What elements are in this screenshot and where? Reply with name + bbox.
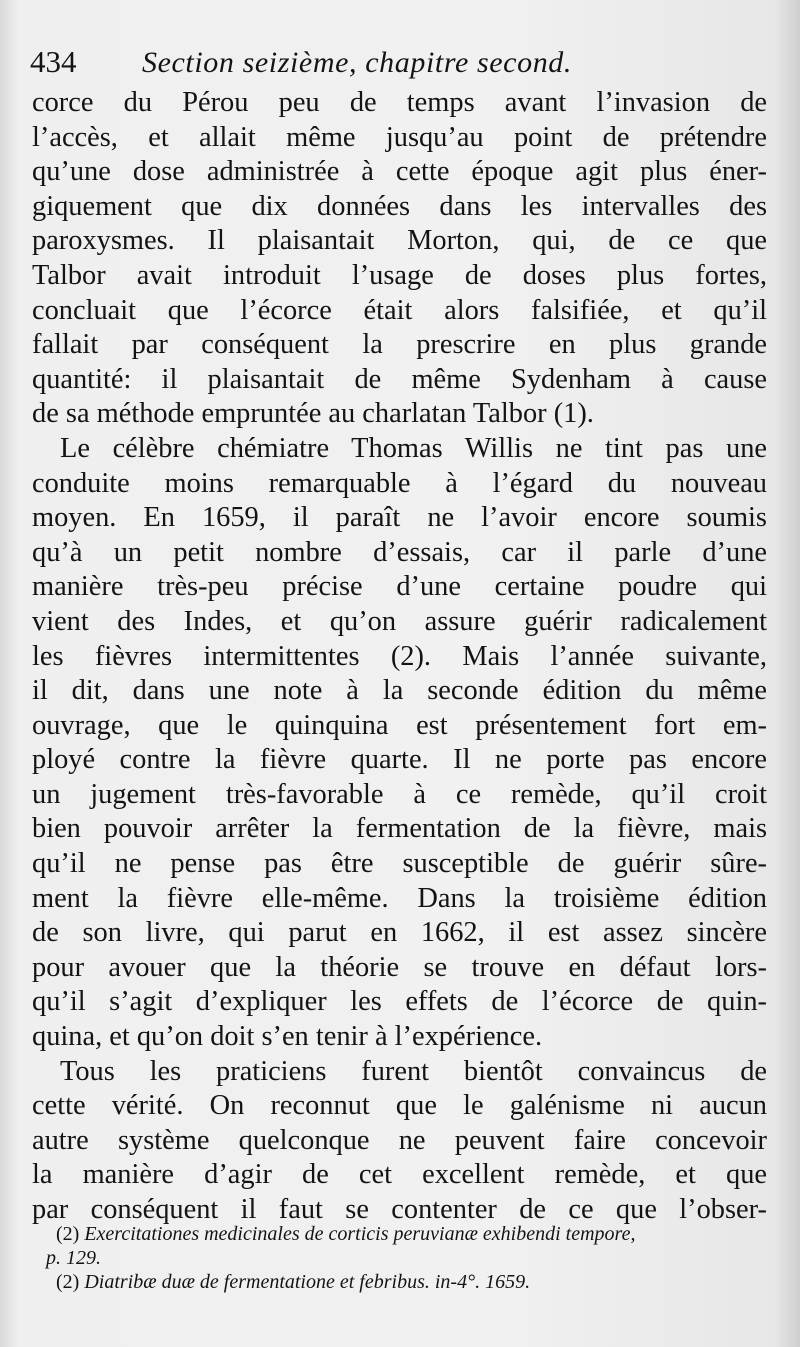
text-line: Tous les praticiens furent bientôt convaincus de <box>60 1055 767 1087</box>
text-line: il dit, dans une note à la seconde édition du même <box>32 675 767 707</box>
footnote-text: Diatribæ duæ de fermentatione et febribus. in-4°. 1659. <box>84 1271 531 1293</box>
footnote-continuation-text: p. 129. <box>46 1247 101 1269</box>
text-line: ployé contre la fièvre quarte. Il ne porte pas encore <box>32 744 767 776</box>
text-line: moyen. En 1659, il paraît ne l’avoir encore soumis <box>32 502 767 534</box>
text-line: par conséquent il faut se contenter de ce que l’obser- <box>32 1194 767 1225</box>
text-line: vient des Indes, et qu’on assure guérir radicalement <box>32 605 767 637</box>
body-text <box>32 86 767 1228</box>
page-header <box>30 44 770 84</box>
text-line: Le célèbre chémiatre Thomas Willis ne tint pas une <box>60 432 767 464</box>
text-line: bien pouvoir arrêter la fermentation de la fièvre, mais <box>32 813 767 845</box>
text-line: paroxysmes. Il plaisantait Morton, qui, de ce que <box>32 225 767 257</box>
text-line: qu’il ne pense pas être susceptible de guérir sûre- <box>32 848 767 880</box>
text-line: giquement que dix données dans les intervalles des <box>32 190 767 222</box>
text-line: ment la fièvre elle-même. Dans la troisième édition <box>32 882 767 914</box>
page-number: 434 <box>30 44 77 79</box>
text-line: cette vérité. On reconnut que le galénisme ni aucun <box>32 1090 767 1122</box>
running-title: Section seizième, chapitre second. <box>142 46 572 79</box>
paragraph <box>32 86 767 432</box>
footnote-number: (2) <box>56 1223 80 1245</box>
text-line: qu’à un petit nombre d’essais, car il parle d’une <box>32 536 767 568</box>
text-line: les fièvres intermittentes (2). Mais l’année suivante, <box>32 640 767 672</box>
paragraph <box>32 1055 767 1228</box>
text-line: concluait que l’écorce était alors falsifiée, et qu’il <box>32 294 767 326</box>
text-line: corce du Pérou peu de temps avant l’invasion de <box>32 87 767 118</box>
text-line: conduite moins remarquable à l’égard du nouveau <box>32 467 767 499</box>
footnote-text: Exercitationes medicinales de corticis peruvianæ exhibendi tempore, <box>84 1223 636 1245</box>
text-line: quantité: il plaisantait de même Sydenham à cause <box>32 363 767 395</box>
text-line: manière très-peu précise d’une certaine poudre qui <box>32 571 767 603</box>
text-line: qu’il s’agit d’expliquer les effets de l’écorce de quin- <box>32 986 767 1018</box>
paragraph <box>32 432 767 1055</box>
text-line: fallait par conséquent la prescrire en plus grande <box>32 329 767 361</box>
text-line: Talbor avait introduit l’usage de doses plus fortes, <box>32 259 767 291</box>
text-line: l’accès, et allait même jusqu’au point de prétendre <box>32 121 767 153</box>
text-line: quina, et qu’on doit s’en tenir à l’expérience. <box>32 1021 543 1053</box>
text-line: ouvrage, que le quinquina est présentement fort em- <box>32 709 767 741</box>
text-line: de son livre, qui parut en 1662, il est assez sincère <box>32 917 767 949</box>
footnote-number: (2) <box>56 1271 80 1293</box>
text-line: la manière d’agir de cet excellent remède, et que <box>32 1159 767 1191</box>
footnotes <box>46 1222 791 1294</box>
footnote <box>56 1270 791 1294</box>
text-line: qu’une dose administrée à cette époque agit plus éner- <box>32 156 767 188</box>
text-line: pour avouer que la théorie se trouve en défaut lors- <box>32 951 767 983</box>
footnote-continuation <box>46 1246 791 1270</box>
text-line: autre système quelconque ne peuvent faire concevoir <box>32 1124 767 1156</box>
text-line: de sa méthode empruntée au charlatan Talbor (1). <box>32 398 594 430</box>
page-edge-shadow <box>774 0 800 1347</box>
text-line: un jugement très-favorable à ce remède, qu’il croit <box>32 778 767 810</box>
footnote <box>56 1222 791 1246</box>
